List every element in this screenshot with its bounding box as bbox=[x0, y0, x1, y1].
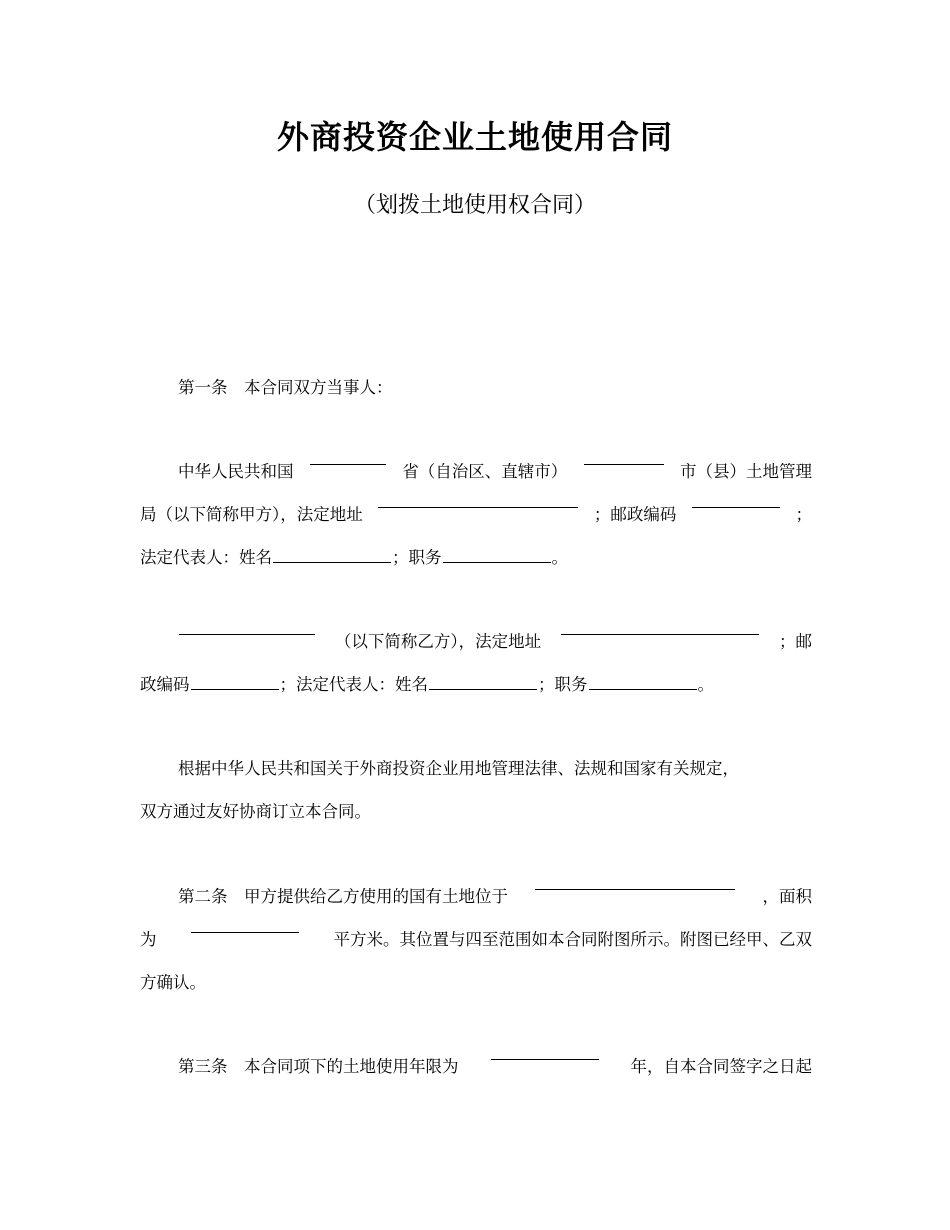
party-a-line-2: 局（以下简称甲方），法定地址 ；邮政编码 ； bbox=[140, 493, 812, 536]
article-2-line-3: 方确认。 bbox=[140, 973, 206, 992]
basis-line-2: 双方通过友好协商订立本合同。 bbox=[140, 802, 371, 821]
land-term-blank bbox=[491, 1045, 599, 1060]
article-1-heading: 第一条 本合同双方当事人： bbox=[178, 378, 393, 397]
party-b-line-2: 政编码 ；法定代表人：姓名 ；职务 。 bbox=[140, 675, 714, 694]
party-b-address-blank bbox=[561, 620, 759, 635]
party-b-representative-blank bbox=[429, 675, 537, 690]
party-a-line-1: 中华人民共和国 省（自治区、直辖市） 市（县）土地管理 bbox=[178, 450, 812, 493]
land-location-blank bbox=[535, 875, 735, 890]
document-title: 外商投资企业土地使用合同 bbox=[276, 118, 673, 156]
party-a-title-blank bbox=[443, 548, 551, 563]
party-b-title-blank bbox=[589, 675, 697, 690]
party-a-representative-blank bbox=[273, 548, 391, 563]
party-a-address-blank bbox=[378, 493, 578, 508]
party-b-line-1: （以下简称乙方），法定地址 ；邮 bbox=[178, 620, 812, 663]
party-b-name-blank bbox=[179, 620, 315, 635]
party-b-postcode-blank bbox=[191, 675, 279, 690]
document-subtitle: （划拨土地使用权合同） bbox=[353, 193, 596, 218]
basis-line-1: 根据中华人民共和国关于外商投资企业用地管理法律、法规和国家有关规定， bbox=[178, 759, 739, 778]
city-blank bbox=[584, 450, 664, 465]
party-a-postcode-blank bbox=[692, 493, 780, 508]
article-2-line-1: 第二条 甲方提供给乙方使用的国有土地位于 ，面积 bbox=[178, 875, 812, 918]
province-blank bbox=[310, 450, 386, 465]
land-area-blank bbox=[191, 918, 299, 933]
party-a-line-3: 法定代表人：姓名 ；职务 。 bbox=[140, 548, 568, 567]
article-2-line-2: 为 平方米。其位置与四至范围如本合同附图所示。附图已经甲、乙双 bbox=[140, 918, 812, 961]
article-3-line-1: 第三条 本合同项下的土地使用年限为 年，自本合同签字之日起 bbox=[178, 1045, 812, 1088]
